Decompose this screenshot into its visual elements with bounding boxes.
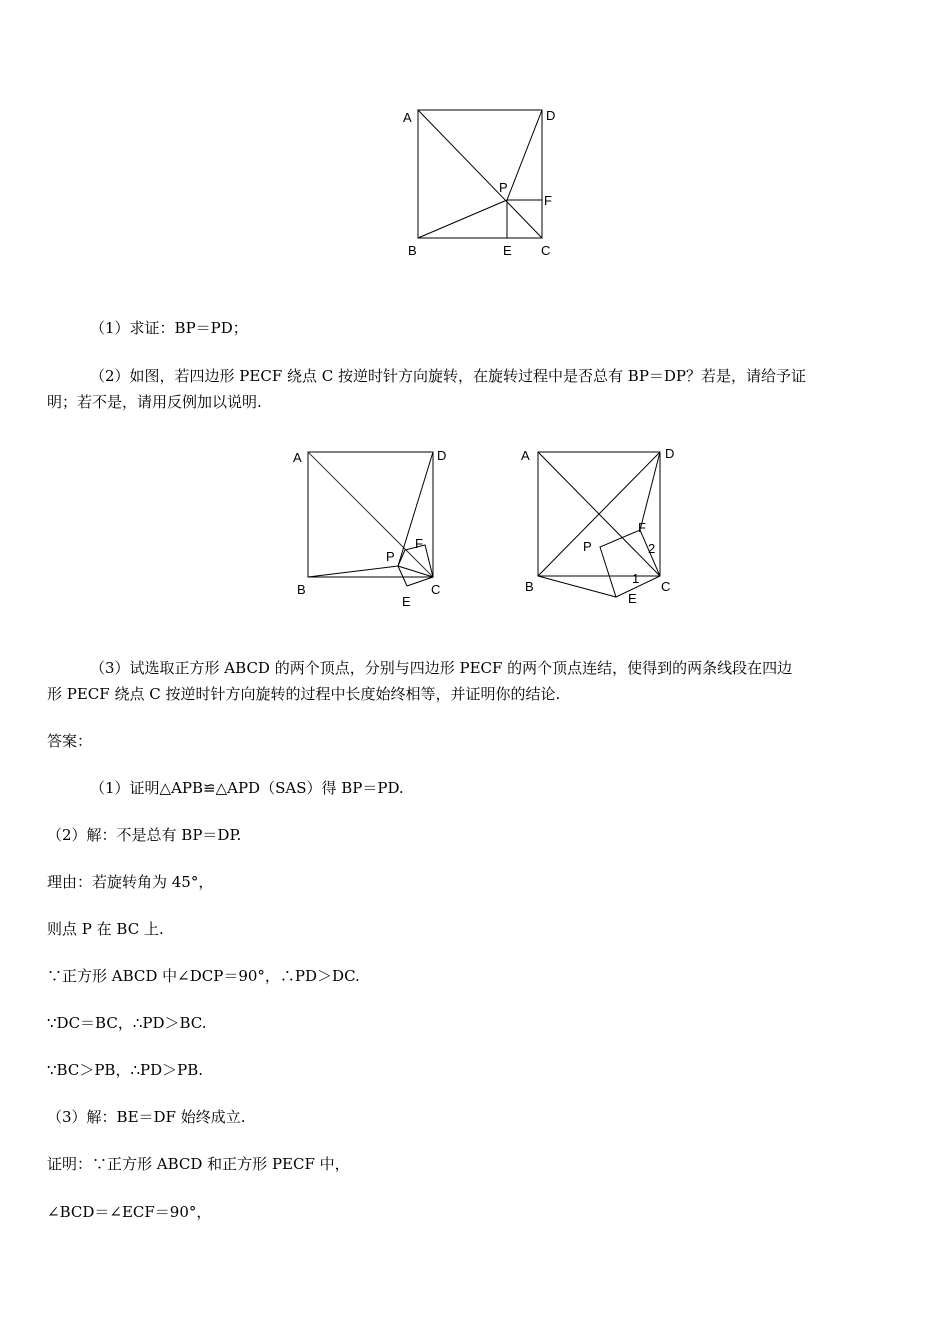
- diagonal-ac: [418, 110, 542, 238]
- label-a: A: [403, 110, 412, 125]
- label-c: C: [661, 579, 671, 594]
- label-d: D: [665, 446, 675, 461]
- label-f: F: [415, 536, 423, 551]
- label-e: E: [628, 591, 637, 606]
- question-3-line-2: 形 PECF 绕点 C 按逆时针方向旋转的过程中长度始终相等，并证明你的结论.: [47, 685, 561, 703]
- segment-cf: [640, 452, 660, 530]
- label-b: B: [408, 243, 417, 258]
- answer-2-step-4: ∵BC＞PB，∴PD＞PB.: [47, 1061, 203, 1079]
- question-2-line-2: 明；若不是，请用反例加以说明.: [47, 393, 262, 411]
- answer-2-step-1: 则点 P 在 BC 上.: [47, 920, 164, 938]
- question-2-line-1: （2）如图，若四边形 PECF 绕点 C 按逆时针方向旋转，在旋转过程中是否总有 BP＝DP？若是，请给予证: [90, 367, 807, 385]
- label-a: A: [293, 450, 302, 465]
- label-angle-1: 1: [632, 571, 640, 586]
- segment-pe: [398, 566, 407, 586]
- label-c: C: [541, 243, 551, 258]
- segment-bp: [418, 200, 507, 238]
- label-e: E: [503, 243, 512, 258]
- label-p: P: [499, 180, 508, 195]
- label-d: D: [437, 448, 447, 463]
- label-p: P: [386, 549, 395, 564]
- answer-3: （3）解：BE＝DF 始终成立.: [47, 1108, 246, 1126]
- label-b: B: [525, 579, 534, 594]
- figure-1-lines: [418, 110, 542, 238]
- segment-be: [538, 576, 616, 597]
- answer-2-reason: 理由：若旋转角为 45°，: [47, 873, 214, 891]
- label-p: P: [583, 539, 592, 554]
- question-3-line-1: （3）试选取正方形 ABCD 的两个顶点，分别与四边形 PECF 的两个顶点连结，使得到的两条线段在四边: [90, 659, 793, 677]
- answer-3-step-1: ∠BCD＝∠ECF＝90°，: [47, 1203, 212, 1221]
- answer-heading: 答案：: [47, 732, 93, 750]
- answer-2-step-3: ∵DC＝BC，∴PD＞BC.: [47, 1014, 207, 1032]
- segment-ec: [407, 577, 433, 586]
- label-c: C: [431, 582, 441, 597]
- figure-1-square: [395, 100, 565, 265]
- answer-2-step-2: ∵正方形 ABCD 中∠DCP＝90°，∴PD＞DC.: [47, 967, 360, 985]
- segment-bp: [308, 566, 398, 577]
- question-1: （1）求证：BP＝PD；: [90, 319, 248, 337]
- answer-2: （2）解：不是总有 BP＝DP.: [47, 826, 242, 844]
- label-f: F: [544, 193, 552, 208]
- label-f: F: [638, 520, 646, 535]
- label-e: E: [402, 594, 411, 609]
- answer-1: （1）证明△APB≌△APD（SAS）得 BP＝PD.: [90, 779, 404, 797]
- figure-2-rotated-square: [285, 440, 455, 612]
- label-b: B: [297, 582, 306, 597]
- figure-3-rotated-square: [515, 440, 685, 612]
- segment-pd: [507, 110, 542, 200]
- answer-3-proof: 证明：∵正方形 ABCD 和正方形 PECF 中，: [47, 1155, 350, 1173]
- label-d: D: [546, 108, 556, 123]
- label-angle-2: 2: [648, 541, 656, 556]
- label-a: A: [521, 448, 530, 463]
